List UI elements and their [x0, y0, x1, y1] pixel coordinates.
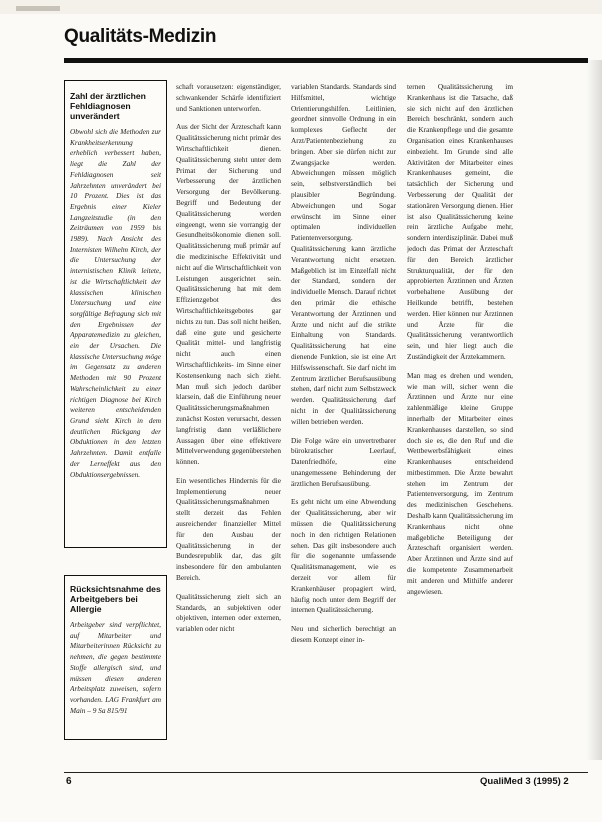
article-paragraph: Aus der Sicht der Ärzteschaft kann Qualitätssicherung nicht primär des Wirtschaftlichkeit dienen. Qualitätssicherung steht unter dem Primat der Sicherung und Verbesserung der ärztlichen Versorgung der Bevölkerung. Begriff und Bedeutung der Qualitätssicherung werden eingeengt, wenn sie vorrangig der Gesundheitsökonomie dienen soll. Qualitätssicherung muß primär auf die medizinische Effektivität und nicht auf die Wirtschaftlichkeit von Leistungen ausgerichtet sein. Qualitätssicherung hat mit dem Effizienzgebot des Wirtschaftlichkeitsgebotes gar nichts zu tun. Das soll nicht heißen, daß eine gute und gesicherte Qualität mittel- und langfristig nicht auch einen Wirtschaftlichkeits- im Sinne einer Kostensenkung nach sich zieht. Man muß sich jedoch darüber klarsein, daß die Einführung neuer Qualitätssicherungsmaßnahmen zunächst Kosten verursacht, dessen langfristig dann verläßlichere Aussagen über eine effektivere Mittelverwendung gegenüberstehen können.: [176, 122, 281, 467]
page-edge-shadow: [586, 60, 602, 760]
sidebar-box-body: Obwohl sich die Methoden zur Krankheitserkennung erheblich verbessert haben, liegt die Zahl der Fehldiagnosen seit Jahrzehnten unverändert bei 10 Prozent. Dies ist das Ergebnis einer Kieler Langzeitstudie (in den Zeiträumen von 1959 bis 1989). Nach Ansicht des Internisten Wilhelm Kirch, der die Untersuchung der internistischen Klinik leitete, ist die Wirtschaftlichkeit der klassischen klinischen Untersuchung und eine sorgfältige Befragung sich mit den Ergebnissen der Apparatemedizin zu gleichen, ein der Ursachen. Die klassische Untersuchung möge im Gegensatz zu anderen Methoden mit 90 Prozent Wahrscheinlichkeit zu einer richtigen Diagnose bei Kirch weiteren entscheidenden Grund sieht Kirch in dem deutlichen Rückgang der Obduktionen in den letzten Jahrzehnten. Damit entfalle der Lerneffekt aus den Obduktionsergebnissen.: [70, 127, 161, 479]
page-number: 6: [66, 776, 72, 787]
journal-citation: QualiMed 3 (1995) 2: [480, 776, 569, 787]
article-paragraph: Man mag es drehen und wenden, wie man will, sicher wenn die Ärztinnen und Ärzte nur eine zahlenmäßige kleine Gruppe innerhalb der Mitarbeiter eines Krankenhauses darstellen, so sind doch sie es, die den Ruf und die Wettbewerbsfähigkeit eines Krankenhauses entscheidend mitbestimmen. Die Ärzte bewahrt stehen im Zentrum der Patientenversorgung, im Zentrum des medizinischen Geschehens. Deshalb kann Qualitätssicherung im Krankenhaus nicht ohne maßgebliche Beteiligung der Ärzteschaft organisiert werden. Aber Ärztinnen und Ärzte sind auf die kompetente Zusammenarbeit mit anderen und Mithilfe anderer angewiesen.: [407, 370, 513, 596]
article-paragraph: Qualitätssicherung zielt sich an Standards, an subjektiven oder objektiven, internen oder externen, variablen oder nicht: [176, 591, 281, 634]
top-margin: [0, 0, 602, 14]
article-paragraph: Die Folge wäre ein unvertretbarer bürokratischer Leerlauf, Datenfriedhöfe, eine unangemessene Behinderung der ärztlichen Berufsausübung.: [291, 435, 396, 488]
article-paragraph: schaft vorausetzen: eigenständiger, schwankender Schärfe identifiziert und Sanktionen unterworfen.: [176, 82, 281, 113]
article-column-2: [291, 82, 396, 746]
sidebar-box-allergie: [64, 575, 167, 740]
article-paragraph: Es geht nicht um eine Abwendung der Qualitätssicherung, aber wir müssen die Qualitätssicherung noch in den richtigen Relationen sehen. Das gilt insbesondere auch für die sogenannte umfassende Qualitätsmanagement, wie es derzeit vor allem für Krankenhäuser propagiert wird, häufig noch unter dem Begriff der internen Qualitätssicherung.: [291, 497, 396, 615]
sidebar-box-body: Arbeitgeber sind verpflichtet, auf Mitarbeiter und Mitarbeiterinnen Rücksicht zu nehmen, die gegen bestimmte Stoffe allergisch sind, und müssen diesen anderen Arbeitsplatz zuweisen, sofern vorhanden. LAG Frankfurt am Main – 9 Sa 815/91: [70, 620, 161, 715]
article-column-3: [407, 82, 513, 746]
article-paragraph: variablen Standards. Standards sind Hilfsmittel, wichtige Orientierungshilfen. Leitlinien, geordnet sinnvolle Ordnung in ein komplexes Geflecht der Arzt/Patientenbeziehung zu bringen. Aber sie dürfen nicht zur Zwangsjacke werden. Abweichungen müssen möglich sein, selbstverständlich bei plausibler Begründung. Abweichungen und Sogar erwünscht im Sinne einer optimalen individuellen Patientenversorgung. Qualitätssicherung kann ärztliche Verantwortung nicht ersetzen. Maßgeblich ist im Einzelfall nicht der Standard, sondern der individuelle Mensch. Darauf richtet den primär die ethische Verantwortung der Ärztinnen und Ärzte und nicht auf die strikte Einhaltung von Standards. Qualitätssicherung hat eine dienende Funktion, sie ist eine Art Hilfswissenschaft. Sie darf nicht im Zentrum ärztlicher Berufsausübung stehen, darf nicht zum Selbstzweck werden. Qualitätssicherung darf nicht in der Qualitätssicherung willen betrieben werden.: [291, 82, 396, 426]
sidebar-box-heading: Zahl der ärztlichen Fehldiagnosen unverändert: [70, 91, 146, 121]
article-column-1: [176, 82, 281, 746]
sidebar-box-fehldiagnosen: [64, 80, 167, 548]
title-rule: [64, 58, 588, 63]
scan-mark: [16, 6, 60, 11]
article-paragraph: Ein wesentliches Hindernis für die Implementierung neuer Qualitätssicherungsmaßnahmen stellt derzeit das Fehlen ausreichender finanzieller Mittel für den Ausbau der Qualitätssicherung in der Bundesrepublik dar, das gilt insbesondere für den ambulanten Bereich.: [176, 475, 281, 583]
article-paragraph: ternen Qualitätssicherung im Krankenhaus ist die Tatsache, daß sie sich nicht auf den ärztlichen Bereich beschränkt, sondern auch die Krankenpflege und die gesamte Organisation eines Krankenhauses einbezieht. Im Grunde sind alle Aktivitäten der Mitarbeiter eines Krankenhauses gemeint, die tatsächlich der Sicherung und Verbesserung der Qualität der stationären Versorgung dienen. Hier ist also Qualitätssicherung keine rein ärztliche Aufgabe mehr, sondern interdisziplinär. Dabei muß jedoch das Primat der Ärzteschaft für den Bereich ärztlicher Strukturqualität, der für den approbierten Ärztinnen und Ärzten vorbehaltene Ausübung der Heilkunde betrifft, bestehen werden. Hier können nur Ärztinnen und Ärzte für die Qualitätssicherung verantwortlich sein, und hier liegt auch die Zuständigkeit der Ärztekammern.: [407, 82, 513, 361]
sidebar-box-heading: Rücksichtsnahme des Arbeitgebers bei Allergie: [70, 584, 161, 614]
article-paragraph: Neu und sicherlich berechtigt an diesem Konzept einer in-: [291, 624, 396, 645]
footer-rule: [64, 772, 588, 773]
page-title: Qualitäts-Medizin: [64, 26, 217, 47]
